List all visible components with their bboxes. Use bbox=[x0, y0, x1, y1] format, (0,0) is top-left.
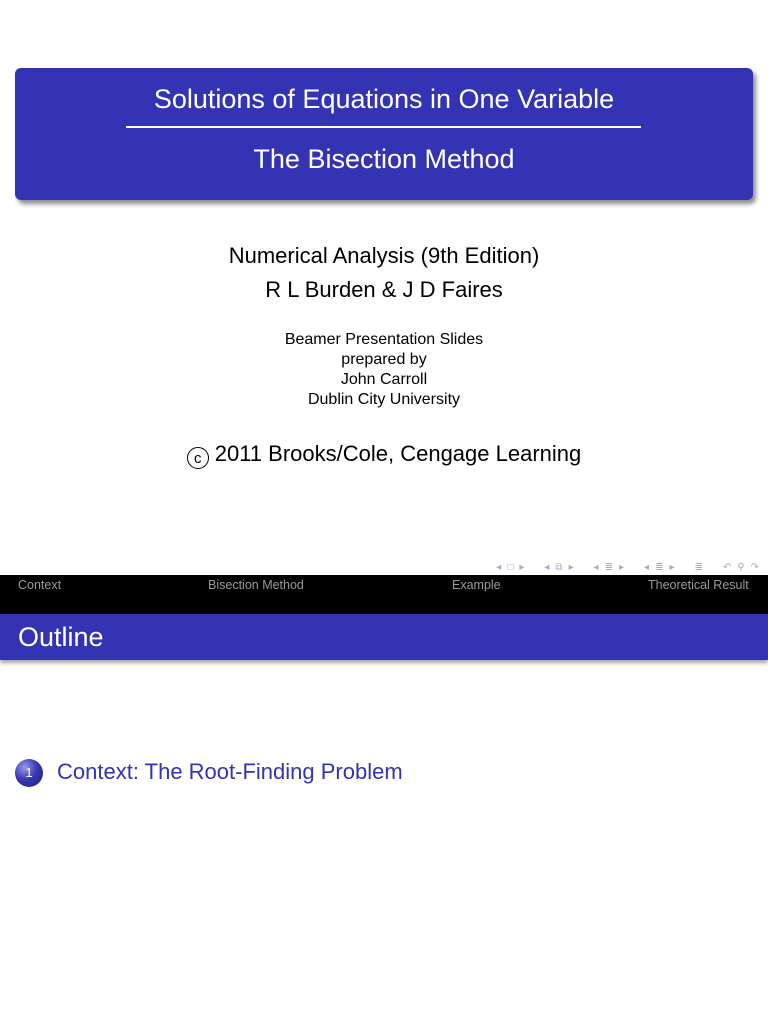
nav-section-context[interactable]: Context bbox=[18, 578, 62, 592]
frame-nav-icon[interactable]: ◂ □ ▸ bbox=[496, 561, 525, 573]
nav-section-example[interactable]: Example bbox=[452, 578, 501, 592]
prep-line-2: prepared by bbox=[341, 351, 427, 368]
copyright-icon: c bbox=[187, 447, 209, 469]
presentation-nav-icon[interactable]: ◂ ≣ ▸ bbox=[644, 561, 675, 573]
subsection-nav-icon[interactable]: ◂ ⧉ ▸ bbox=[544, 561, 574, 573]
section-nav-icon[interactable]: ◂ ≣ ▸ bbox=[593, 561, 625, 573]
authors: R L Burden & J D Faires bbox=[265, 277, 503, 302]
toc-item-context[interactable]: Context: The Root-Finding Problem bbox=[57, 759, 403, 784]
author-block bbox=[0, 239, 768, 307]
copyright-notice bbox=[0, 439, 768, 469]
frame-title-bar bbox=[0, 614, 768, 660]
institute-block bbox=[0, 330, 768, 410]
back-forward-search-icon[interactable]: ↶ ⚲ ↷ bbox=[722, 561, 759, 573]
nav-section-bisection-method[interactable]: Bisection Method bbox=[208, 578, 304, 592]
presentation-title: Solutions of Equations in One Variable bbox=[153, 84, 615, 114]
prep-line-3: John Carroll bbox=[340, 371, 428, 388]
frame-title: Outline bbox=[18, 622, 104, 652]
copyright-text: 2011 Brooks/Cole, Cengage Learning bbox=[214, 441, 582, 466]
appendix-nav-icon[interactable]: ≣ bbox=[694, 561, 703, 573]
nav-section-theoretical-result[interactable]: Theoretical Result bbox=[648, 578, 749, 592]
navigation-symbols bbox=[479, 560, 762, 574]
toc-number-ball: 1 bbox=[15, 759, 43, 787]
presentation-subtitle: The Bisection Method bbox=[253, 144, 515, 174]
prep-line-1: Beamer Presentation Slides bbox=[284, 331, 484, 348]
title-divider bbox=[126, 126, 641, 128]
prep-line-4: Dublin City University bbox=[307, 391, 461, 408]
book-title: Numerical Analysis (9th Edition) bbox=[228, 243, 540, 268]
